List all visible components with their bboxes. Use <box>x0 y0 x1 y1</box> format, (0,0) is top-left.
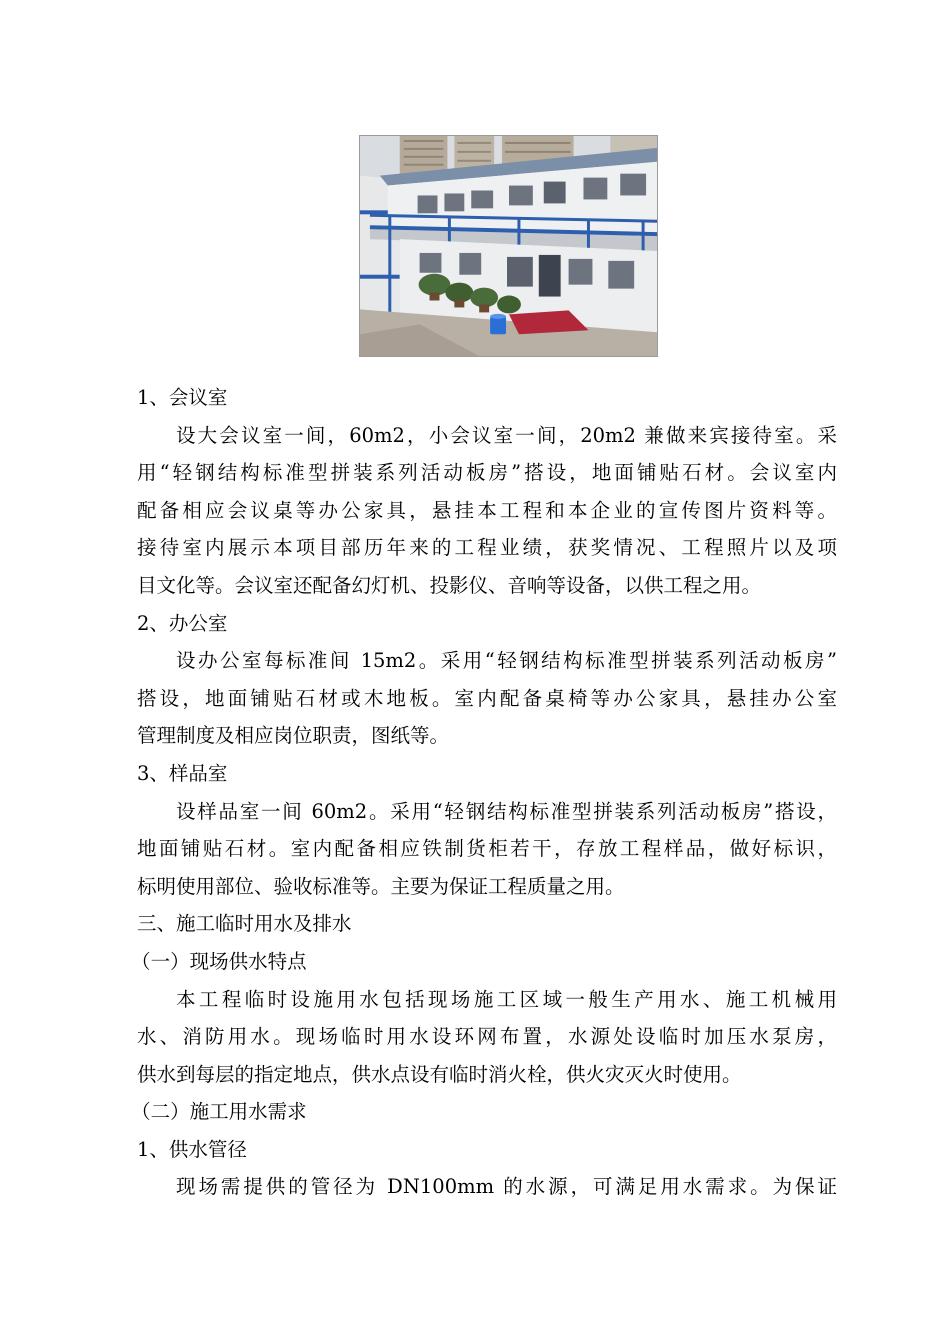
paragraph-water-supply <box>137 981 837 1094</box>
text-line: 现场需提供的管径为 DN100mm 的水源，可满足用水需求。为保证 <box>176 1175 837 1199</box>
text-line: 地面铺贴石材。室内配备相应铁制货柜若干，存放工程样品，做好标识， <box>137 837 837 861</box>
text-line: 供水到每层的指定地点，供水点设有临时消火栓，供火灾灭火时使用。 <box>137 1062 742 1086</box>
section-heading-water: 三、施工临时用水及排水 <box>137 912 352 936</box>
text-line: 目文化等。会议室还配备幻灯机、投影仪、音响等设备，以供工程之用。 <box>137 573 762 597</box>
site-office-illustration <box>360 136 657 356</box>
text-line: 搭设，地面铺贴石材或木地板。室内配备桌椅等办公家具，悬挂办公室 <box>137 686 837 710</box>
heading-meeting-room: 1、会议室 <box>137 386 228 409</box>
subsection-heading-demand: （二）施工用水需求 <box>131 1100 307 1124</box>
text-line: 设办公室每标准间 15m2。采用“轻钢结构标准型拼装系列活动板房” <box>176 649 837 673</box>
site-office-photo <box>359 135 658 357</box>
text-line: 配备相应会议桌等办公家具，悬挂本工程和本企业的宣传图片资料等。 <box>137 498 837 522</box>
heading-pipe-diameter: 1、供水管径 <box>137 1137 247 1161</box>
paragraph-sample-room <box>137 793 837 906</box>
paragraph-meeting-room <box>137 417 837 605</box>
text-line: 水、消防用水。现场临时用水设环网布置，水源处设临时加压水泵房， <box>137 1025 837 1049</box>
paragraph-pipe-diameter <box>137 1168 837 1206</box>
text-line: 用“轻钢结构标准型拼装系列活动板房”搭设，地面铺贴石材。会议室内 <box>137 461 837 485</box>
document-body <box>131 379 837 1206</box>
text-line: 标明使用部位、验收标准等。主要为保证工程质量之用。 <box>137 874 625 898</box>
subsection-heading-supply: （一）现场供水特点 <box>131 949 307 973</box>
text-line: 管理制度及相应岗位职责，图纸等。 <box>137 724 450 748</box>
heading-office: 2、办公室 <box>137 611 228 635</box>
paragraph-office <box>137 642 837 755</box>
text-line: 设大会议室一间，60m2，小会议室一间，20m2 兼做来宾接待室。采 <box>176 423 837 447</box>
entrance-door <box>539 255 561 297</box>
text-line: 设样品室一间 60m2。采用“轻钢结构标准型拼装系列活动板房”搭设， <box>176 799 837 823</box>
text-line: 本工程临时设施用水包括现场施工区域一般生产用水、施工机械用 <box>176 987 837 1011</box>
text-line: 接待室内展示本项目部历年来的工程业绩，获奖情况、工程照片以及项 <box>137 536 837 560</box>
blue-bucket <box>490 316 506 334</box>
heading-sample-room: 3、样品室 <box>137 761 228 785</box>
